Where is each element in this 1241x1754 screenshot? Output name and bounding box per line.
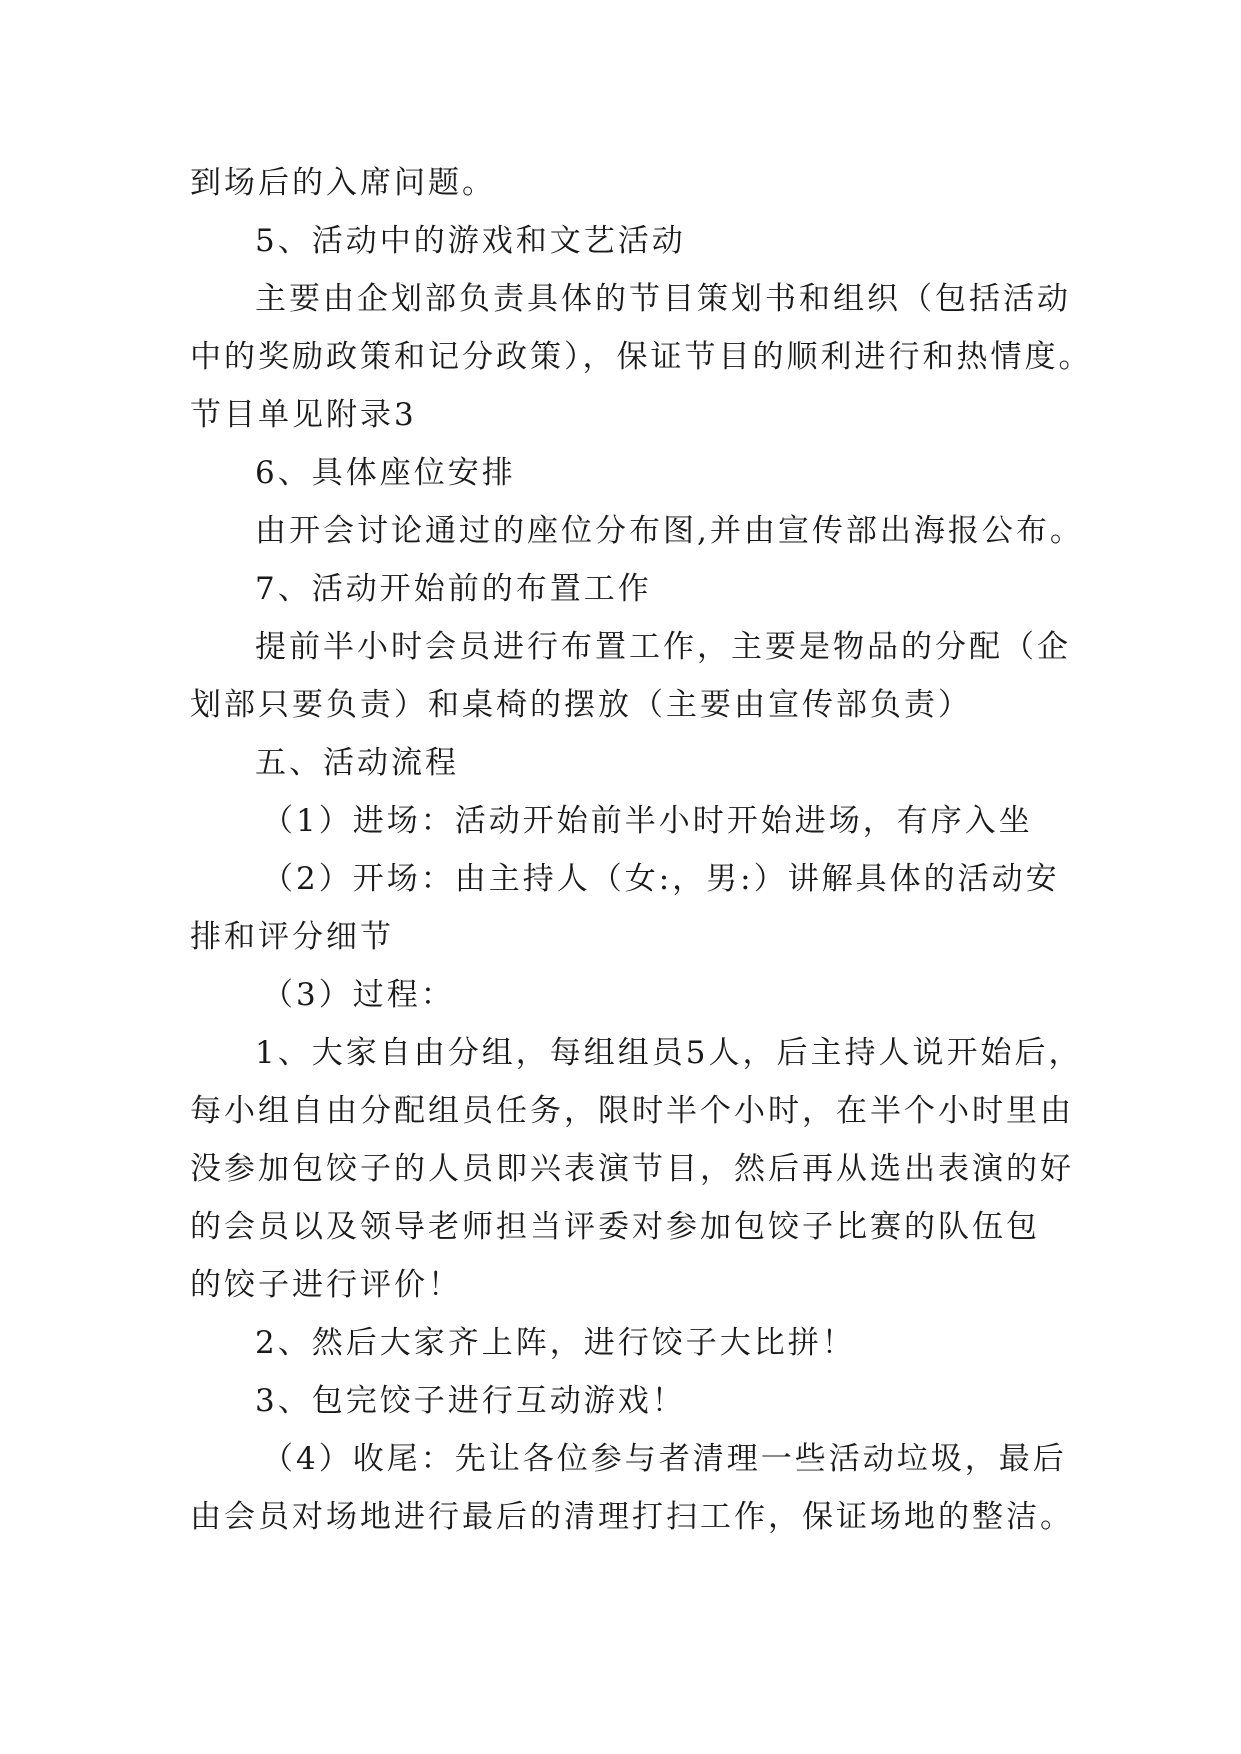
text-line: 1、大家自由分组，每组组员5人，后主持人说开始后， — [255, 1035, 1083, 1071]
text-line: 主要由企划部负责具体的节目策划书和组织（包括活动 — [255, 281, 1071, 317]
text-line: 由开会讨论通过的座位分布图,并由宣传部出海报公布。 — [255, 513, 1084, 549]
text-line: 提前半小时会员进行布置工作，主要是物品的分配（企 — [255, 629, 1071, 665]
text-line: （1）进场：活动开始前半小时开始进场，有序入坐 — [262, 803, 1033, 839]
text-line: 划部只要负责）和桌椅的摆放（主要由宣传部负责） — [190, 687, 972, 723]
text-line: 没参加包饺子的人员即兴表演节目，然后再从选出表演的好 — [190, 1151, 1074, 1187]
section-heading: 5、活动中的游戏和文艺活动 — [255, 223, 686, 259]
text-line: （3）过程： — [262, 977, 455, 1013]
text-line: 3、包完饺子进行互动游戏！ — [255, 1383, 686, 1419]
text-line: 到场后的入席问题。 — [190, 165, 496, 201]
text-line: （4）收尾：先让各位参与者清理一些活动垃圾，最后 — [262, 1441, 1067, 1477]
section-heading: 6、具体座位安排 — [255, 455, 516, 491]
text-line: （2）开场：由主持人（女:，男:）讲解具体的活动安 — [262, 861, 1060, 897]
text-line: 的会员以及领导老师担当评委对参加包饺子比赛的队伍包 — [190, 1209, 1040, 1245]
text-line: 中的奖励政策和记分政策），保证节目的顺利进行和热情度。 — [190, 339, 1093, 375]
text-line: 的饺子进行评价！ — [190, 1267, 462, 1303]
text-line: 排和评分细节 — [190, 919, 394, 955]
text-line: 节目单见附录3 — [190, 397, 417, 433]
text-line: 2、然后大家齐上阵，进行饺子大比拼！ — [255, 1325, 856, 1361]
section-heading: 五、活动流程 — [255, 745, 459, 781]
text-line: 每小组自由分配组员任务，限时半个小时，在半个小时里由 — [190, 1093, 1074, 1129]
text-line: 由会员对场地进行最后的清理打扫工作，保证场地的整洁。 — [190, 1499, 1074, 1535]
section-heading: 7、活动开始前的布置工作 — [255, 571, 652, 607]
